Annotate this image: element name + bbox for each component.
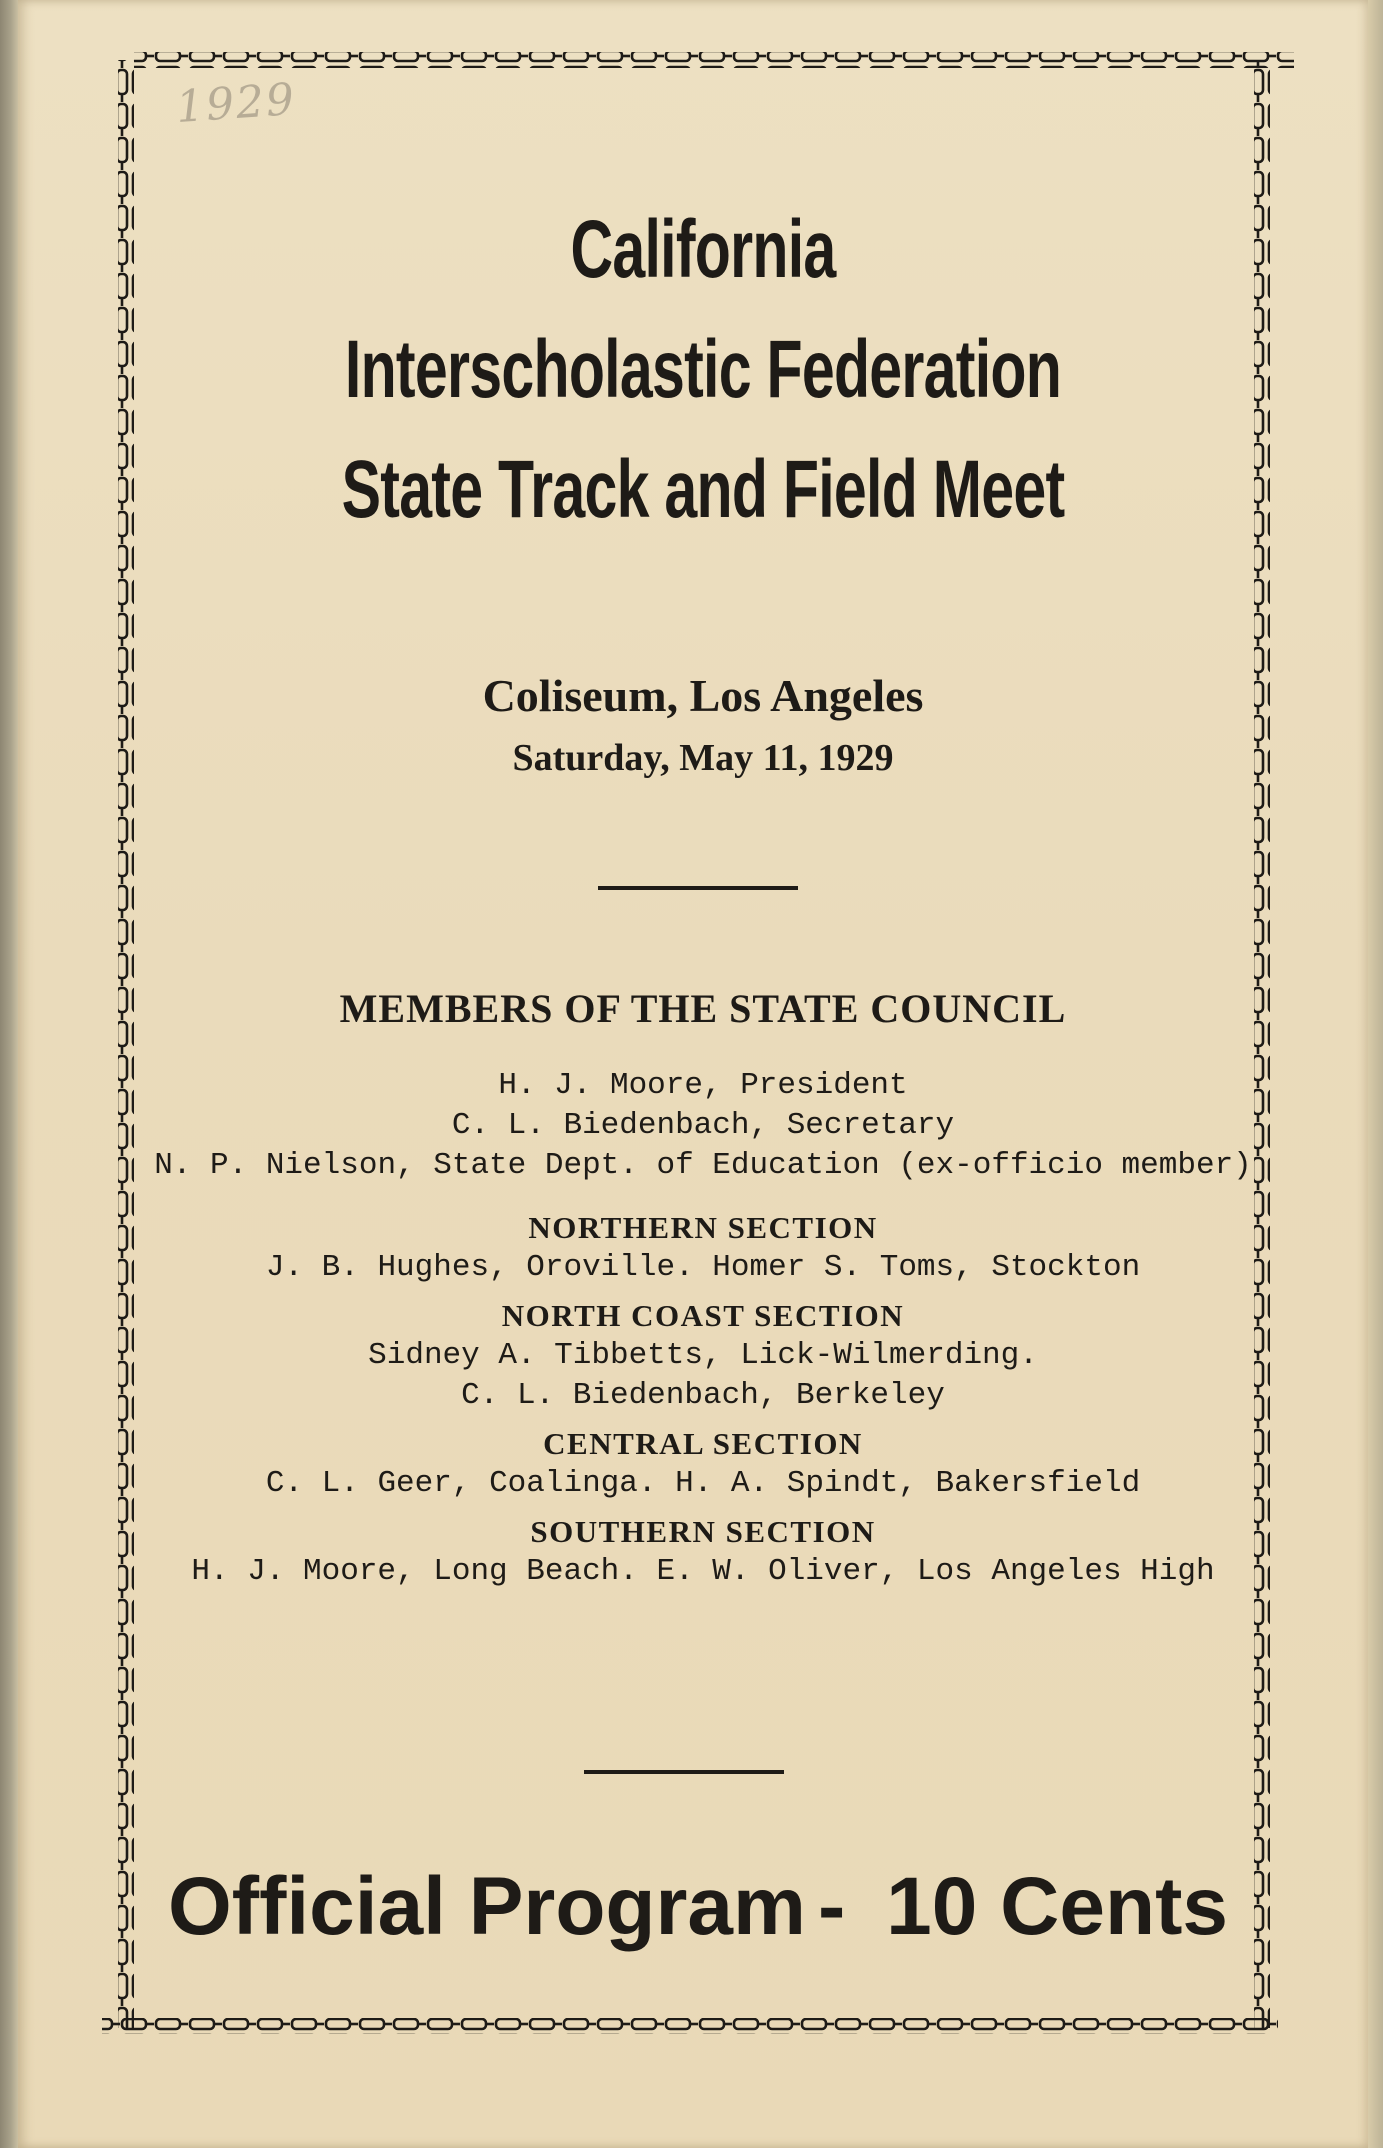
divider-top: [598, 886, 798, 890]
title-line-3: State Track and Field Meet: [341, 444, 1065, 535]
section-members-northern: J. B. Hughes, Oroville. Homer S. Toms, Stockton: [265, 1250, 1141, 1285]
divider-bottom: [584, 1770, 784, 1774]
program-label: Official Program: [168, 1861, 806, 1952]
officer-ex-officio: N. P. Nielson, State Dept. of Education (ex-officio member): [154, 1148, 1252, 1183]
section-members-north-coast-2: C. L. Biedenbach, Berkeley: [461, 1378, 945, 1413]
section-members-southern: H. J. Moore, Long Beach. E. W. Oliver, Los Angeles High: [191, 1554, 1215, 1589]
program-cover: [18, 0, 1368, 2148]
page-edge-left: [0, 0, 18, 2148]
page-edge-right: [1368, 0, 1383, 2148]
pencil-annotation: 1929: [174, 73, 298, 134]
title-line-2: Interscholastic Federation: [344, 324, 1062, 415]
council-heading: MEMBERS OF THE STATE COUNCIL: [339, 986, 1067, 1031]
section-members-north-coast-1: Sidney A. Tibbetts, Lick-Wilmerding.: [368, 1338, 1038, 1373]
event-date: Saturday, May 11, 1929: [512, 737, 894, 779]
price-label: 10 Cents: [886, 1861, 1228, 1952]
officer-secretary: C. L. Biedenbach, Secretary: [451, 1108, 955, 1143]
event-details: [128, 665, 1278, 789]
footer-separator: -: [818, 1861, 846, 1952]
footer-line: [168, 1860, 1228, 1960]
section-members-central: C. L. Geer, Coalinga. H. A. Spindt, Bakersfield: [265, 1466, 1141, 1501]
section-heading-north-coast: NORTH COAST SECTION: [501, 1298, 905, 1333]
section-heading-northern: NORTHERN SECTION: [528, 1210, 878, 1245]
venue: Coliseum, Los Angeles: [482, 670, 924, 721]
section-heading-southern: SOUTHERN SECTION: [530, 1514, 876, 1549]
title-line-1: California: [570, 204, 836, 295]
officer-president: H. J. Moore, President: [498, 1068, 908, 1103]
section-heading-central: CENTRAL SECTION: [543, 1426, 863, 1461]
council-block: [128, 985, 1278, 1592]
title-block: [128, 190, 1278, 550]
